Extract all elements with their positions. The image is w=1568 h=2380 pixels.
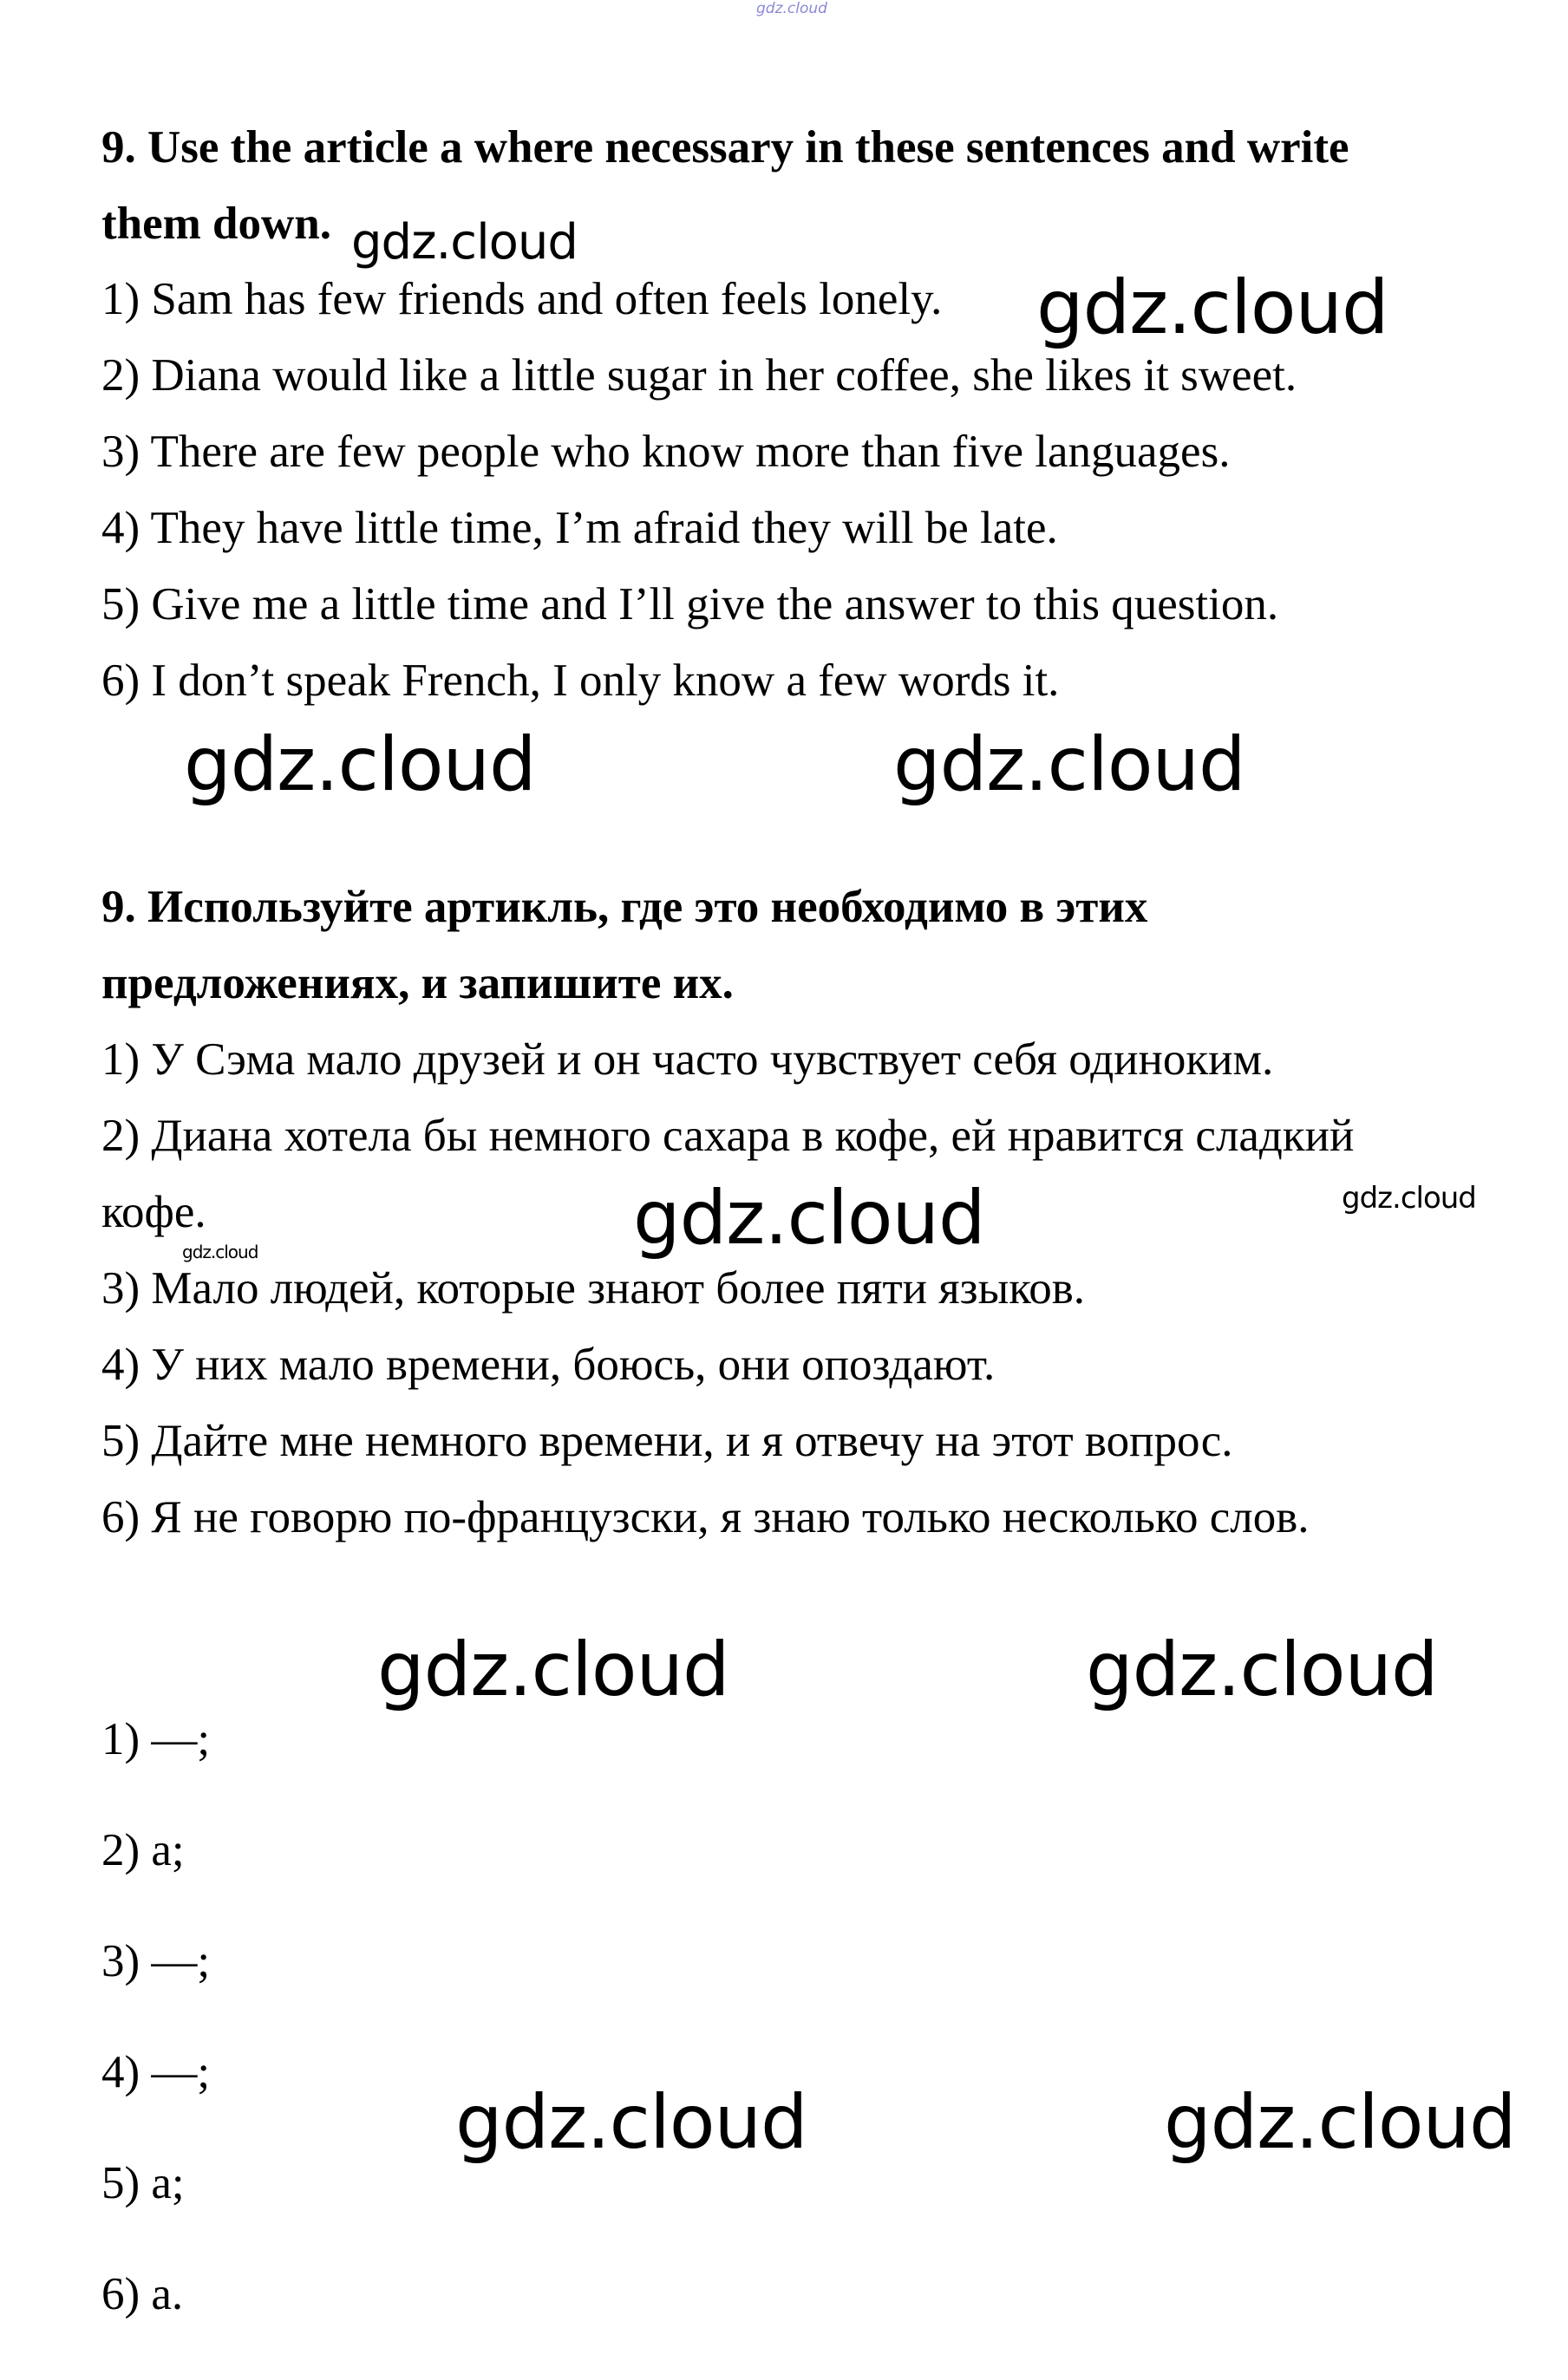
russian-sentence-6: 6) Я не говорю по-французски, я знаю только несколько слов. (101, 1492, 1310, 1542)
english-sentence-6: 6) I don’t speak French, I only know a few words it. (101, 655, 1060, 706)
russian-task-title-line1: 9. Используйте артикль, где это необходимо в этих (101, 882, 1148, 932)
english-sentence-2: 2) Diana would like a little sugar in her coffee, she likes it sweet. (101, 350, 1297, 401)
russian-sentence-2: 2) Диана хотела бы немного сахара в кофе, ей нравится сладкий (101, 1111, 1355, 1161)
russian-sentence-3: 3) Мало людей, которые знают более пяти языков. (101, 1263, 1086, 1314)
english-sentence-1: 1) Sam has few friends and often feels lonely. (101, 274, 943, 324)
watermark: gdz.cloud (455, 2079, 807, 2166)
watermark: gdz.cloud (351, 214, 578, 271)
watermark: gdz.cloud (893, 721, 1245, 808)
watermark: gdz.cloud (182, 1242, 258, 1262)
english-sentence-4: 4) They have little time, I’m afraid they will be late. (101, 503, 1058, 553)
answer-2: 2) a; (101, 1825, 185, 1875)
russian-sentence-5: 5) Дайте мне немного времени, и я отвечу на этот вопрос. (101, 1416, 1233, 1466)
watermark: gdz.cloud (1342, 1181, 1476, 1216)
watermark: gdz.cloud (1036, 264, 1388, 351)
watermark: gdz.cloud (1086, 1627, 1438, 1713)
watermark: gdz.cloud (377, 1627, 729, 1713)
russian-sentence-1: 1) У Сэма мало друзей и он часто чувствует себя одиноким. (101, 1034, 1274, 1085)
answer-3: 3) —; (101, 1936, 211, 1986)
answer-5: 5) a; (101, 2158, 185, 2208)
english-task-title-line1: 9. Use the article a where necessary in these sentences and write (101, 122, 1349, 173)
english-task-title-line2: them down. (101, 199, 332, 249)
russian-sentence-2-continued: кофе. (101, 1187, 206, 1237)
watermark: gdz.cloud (633, 1175, 985, 1262)
answer-4: 4) —; (101, 2047, 211, 2097)
russian-task-title-line2: предложениях, и запишите их. (101, 958, 734, 1008)
russian-sentence-4: 4) У них мало времени, боюсь, они опоздают. (101, 1340, 996, 1390)
watermark: gdz.cloud (184, 721, 536, 808)
header-watermark: gdz.cloud (756, 0, 827, 17)
english-sentence-3: 3) There are few people who know more than five languages. (101, 427, 1231, 477)
english-sentence-5: 5) Give me a little time and I’ll give the answer to this question. (101, 579, 1279, 629)
answer-6: 6) a. (101, 2269, 184, 2319)
answer-1: 1) —; (101, 1714, 211, 1764)
watermark: gdz.cloud (1164, 2079, 1516, 2166)
